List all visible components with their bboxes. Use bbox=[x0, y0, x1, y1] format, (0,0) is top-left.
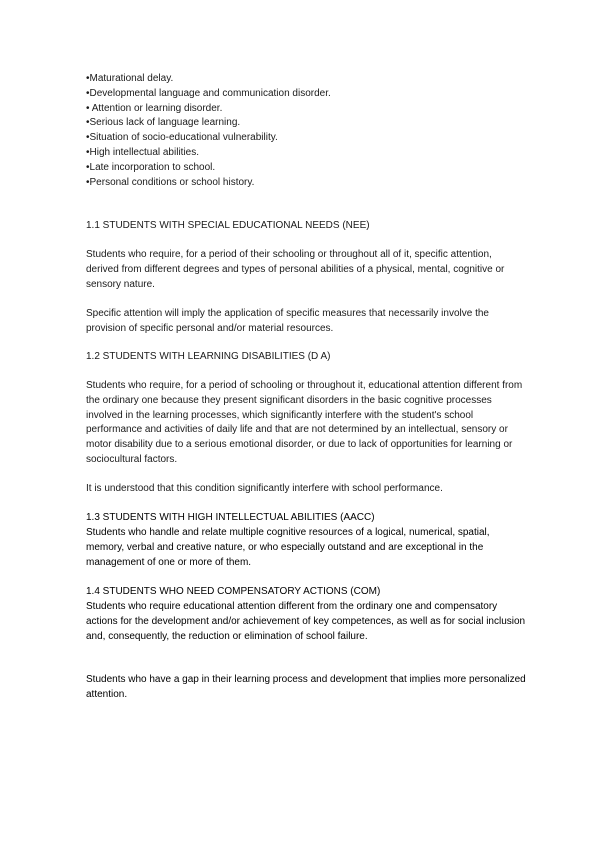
section-heading-nee: 1.1 STUDENTS WITH SPECIAL EDUCATIONAL NEEDS (NEE) bbox=[86, 220, 370, 231]
list-item: •Late incorporation to school. bbox=[86, 161, 216, 173]
list-item: •Personal conditions or school history. bbox=[86, 176, 255, 188]
list-item: •High intellectual abilities. bbox=[86, 146, 200, 158]
paragraph-nee-definition: Students who require, for a period of their schooling or throughout all of it, specific attention, derived from different degrees and types of personal abilities of a physical, mental, cognitive or sensory nature. bbox=[86, 249, 505, 290]
section-heading-aacc: 1.3 STUDENTS WITH HIGH INTELLECTUAL ABILITIES (AACC) bbox=[86, 512, 375, 523]
bullet-list bbox=[86, 72, 546, 190]
list-item: •Serious lack of language learning. bbox=[86, 117, 241, 129]
list-item: •Situation of socio-educational vulnerability. bbox=[86, 132, 278, 144]
list-item: •Maturational delay. bbox=[86, 73, 174, 84]
paragraph-aacc-definition: Students who handle and relate multiple cognitive resources of a logical, numerical, spatial, memory, verbal and creative nature, or who especially outstand and are exceptional in the management of one or more of them. bbox=[86, 527, 490, 568]
paragraph-nee-attention: Specific attention will imply the application of specific measures that necessarily involve the provision of specific personal and/or material resources. bbox=[86, 308, 489, 334]
list-item: • Attention or learning disorder. bbox=[86, 102, 223, 114]
section-heading-da: 1.2 STUDENTS WITH LEARNING DISABILITIES (D A) bbox=[86, 351, 331, 362]
paragraph-com-definition: Students who require educational attention different from the ordinary one and compensatory actions for the development and/or achievement of key competences, as well as for social inclusion and, consequently, the reduction or elimination of school failure. bbox=[86, 601, 526, 642]
list-item: •Developmental language and communication disorder. bbox=[86, 87, 331, 99]
paragraph-da-condition: It is understood that this condition significantly interfere with school performance. bbox=[86, 483, 443, 494]
section-heading-com: 1.4 STUDENTS WHO NEED COMPENSATORY ACTIONS (COM) bbox=[86, 586, 381, 597]
paragraph-da-definition: Students who require, for a period of schooling or throughout it, educational attention different from the ordinary one because they present significant disorders in the basic cognitive processes involved in the learning processes, which significantly interfere with the student's school performance and activities of daily life and that are not determined by an intellectual, sensory or motor disability due to a serious emotional disorder, or due to lack of opportunities for learning or sociocultural factors. bbox=[86, 380, 523, 465]
paragraph-com-gap: Students who have a gap in their learning process and development that implies more personalized attention. bbox=[86, 674, 526, 700]
